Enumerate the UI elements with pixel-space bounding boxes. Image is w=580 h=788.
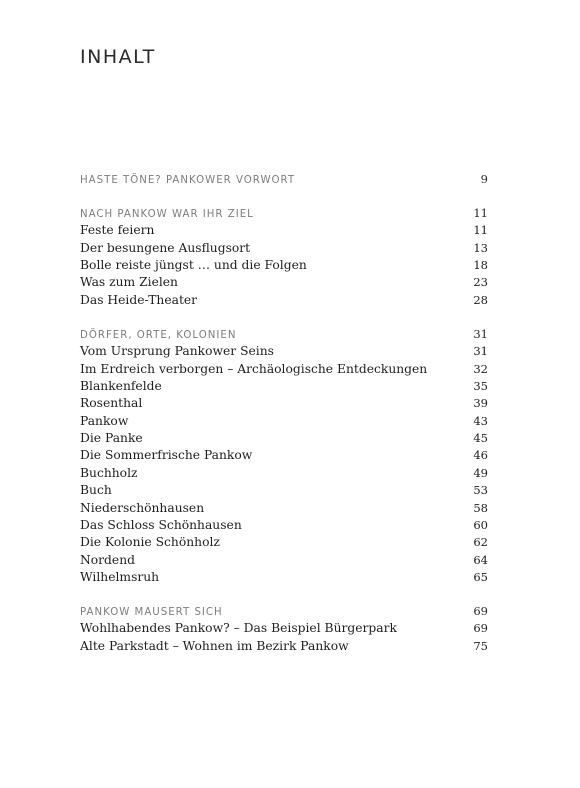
section-heading (80, 205, 488, 222)
toc-entry-page-number: 45 (473, 431, 488, 446)
toc-entry-title: Wilhelmsruh (80, 570, 160, 585)
toc-entry-title: Bolle reiste jüngst … und die Folgen (80, 258, 307, 273)
toc-entry-page-number: 58 (473, 500, 488, 515)
toc-section (80, 171, 488, 188)
toc-entry (80, 465, 488, 482)
toc-entry-title: Feste feiern (80, 223, 155, 238)
section-heading-page-number: 31 (473, 326, 488, 341)
section-heading (80, 603, 488, 620)
toc-entry (80, 343, 488, 360)
toc-entry-title: Das Heide-Theater (80, 292, 198, 307)
toc-entry-page-number: 28 (473, 292, 488, 307)
toc-entry-page-number: 13 (473, 240, 488, 255)
toc-entry-page-number: 62 (473, 535, 488, 550)
toc-entry (80, 292, 488, 309)
toc-entry-page-number: 49 (473, 465, 488, 480)
toc-entry (80, 361, 488, 378)
toc-entry-page-number: 32 (473, 361, 488, 376)
toc-entry (80, 482, 488, 499)
section-heading-page-number: 69 (473, 604, 488, 619)
toc-entry-title: Die Kolonie Schönholz (80, 535, 220, 550)
toc-entry-title: Buchholz (80, 465, 138, 480)
toc-entry (80, 222, 488, 239)
section-heading-page-number: 9 (480, 172, 488, 186)
section-heading-title: NACH PANKOW WAR IHR ZIEL (80, 208, 254, 220)
toc-entry-title: Was zum Zielen (80, 275, 178, 290)
toc-section (80, 603, 488, 655)
toc-entry-title: Die Sommerfrische Pankow (80, 448, 253, 463)
section-heading (80, 326, 488, 343)
section-heading-title: DÖRFER, ORTE, KOLONIEN (80, 329, 237, 341)
toc-entry (80, 395, 488, 412)
toc-entry (80, 500, 488, 517)
toc-entry (80, 620, 488, 637)
toc-entry-page-number: 64 (473, 552, 488, 567)
toc-entry (80, 413, 488, 430)
toc-entry-title: Vom Ursprung Pankower Seins (80, 344, 274, 359)
toc-entry-page-number: 39 (473, 396, 488, 411)
section-heading (80, 171, 488, 188)
toc-entry (80, 378, 488, 395)
toc-entry (80, 638, 488, 655)
toc-entry-title: Der besungene Ausflugsort (80, 240, 251, 255)
page-title: INHALT (80, 46, 156, 68)
toc-entry-title: Nordend (80, 552, 135, 567)
toc-entry-page-number: 65 (473, 570, 488, 585)
table-of-contents (80, 171, 488, 672)
toc-entry (80, 240, 488, 257)
toc-entry (80, 517, 488, 534)
toc-entry (80, 430, 488, 447)
toc-entry-title: Buch (80, 483, 112, 498)
toc-entry-title: Im Erdreich verborgen – Archäologische Entdeckungen (80, 361, 428, 376)
toc-entry (80, 569, 488, 586)
toc-entry-title: Das Schloss Schönhausen (80, 518, 242, 533)
toc-entry (80, 447, 488, 464)
toc-entry-title: Wohlhabendes Pankow? – Das Beispiel Bürgerpark (80, 621, 397, 636)
toc-entry-title: Die Panke (80, 431, 143, 446)
toc-entry-title: Alte Parkstadt – Wohnen im Bezirk Pankow (80, 638, 349, 653)
section-heading-page-number: 11 (473, 205, 488, 220)
toc-entry-page-number: 46 (473, 448, 488, 463)
toc-entry-title: Niederschönhausen (80, 500, 205, 515)
toc-entry (80, 274, 488, 291)
toc-entry (80, 552, 488, 569)
toc-entry-page-number: 35 (473, 378, 488, 393)
toc-entry-page-number: 18 (473, 258, 488, 273)
section-heading-title: HASTE TÖNE? PANKOWER VORWORT (80, 175, 296, 186)
toc-entry-page-number: 23 (473, 275, 488, 290)
section-heading-title: PANKOW MAUSERT SICH (80, 607, 223, 619)
toc-entry-page-number: 31 (473, 344, 488, 359)
toc-entry-page-number: 43 (473, 413, 488, 428)
toc-entry-title: Blankenfelde (80, 378, 162, 393)
toc-entry-page-number: 60 (473, 518, 488, 533)
toc-entry-page-number: 75 (473, 638, 488, 653)
toc-section (80, 326, 488, 587)
toc-entry-page-number: 69 (473, 621, 488, 636)
toc-entry-title: Rosenthal (80, 396, 143, 411)
toc-entry-page-number: 53 (473, 483, 488, 498)
toc-entry (80, 257, 488, 274)
toc-entry-page-number: 11 (473, 223, 488, 238)
toc-section (80, 205, 488, 309)
toc-entry-title: Pankow (80, 413, 129, 428)
toc-entry (80, 534, 488, 551)
